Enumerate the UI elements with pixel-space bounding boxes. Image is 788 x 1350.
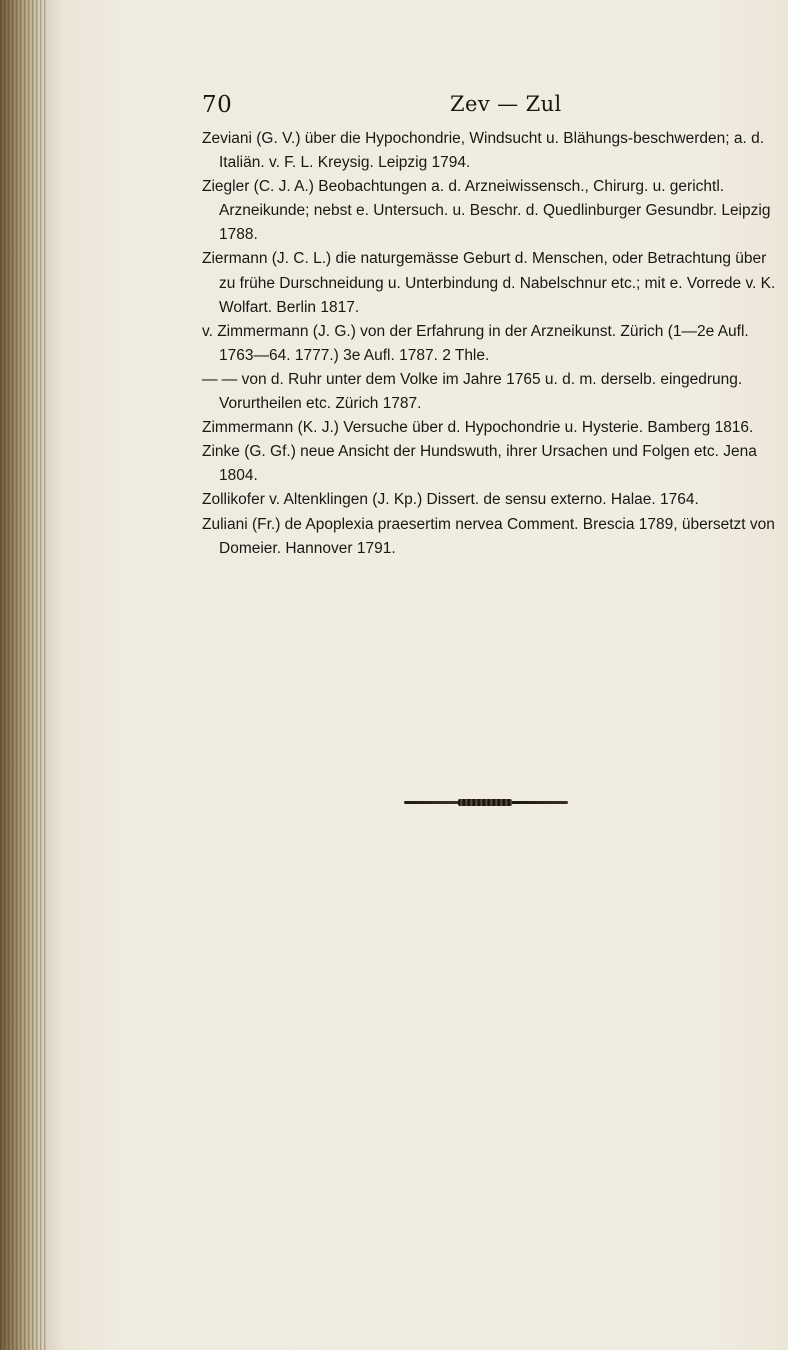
page-gutter-shadow [0,0,46,1350]
page-header [202,92,582,124]
entry-zuliani: Zuliani (Fr.) de Apoplexia praesertim nervea Comment. Brescia 1789, übersetzt von Domeier. Hannover 1791. [202,515,775,557]
entry-ziermann: Ziermann (J. C. L.) die naturgemässe Geburt d. Menschen, oder Betrachtung über zu frühe Durschneidung u. Unterbindung d. Nabelschnur etc.; mit e. Vorrede v. K. Wolfart. Berlin 1817. [202,250,776,316]
ornamental-divider [404,801,568,804]
running-head: Zev — Zul [450,92,562,116]
bibliography-entries [202,127,782,561]
entry-zimmermann-jg: v. Zimmermann (J. G.) von der Erfahrung in der Arzneikunst. Zürich (1—2e Aufl. 1763—64. 1777.) 3e Aufl. 1787. 2 Thle. [202,322,749,364]
entry-ziegler: Ziegler (C. J. A.) Beobachtungen a. d. Arzneiwissensch., Chirurg. u. gerichtl. Arzneikunde; nebst e. Untersuch. u. Beschr. d. Quedlinburger Gesundbr. Leipzig 1788. [202,178,771,244]
entry-zollikofer: Zollikofer v. Altenklingen (J. Kp.) Dissert. de sensu externo. Halae. 1764. [202,491,699,509]
page-number: 70 [202,92,233,118]
entry-zeviani: Zeviani (G. V.) über die Hypochondrie, Windsucht u. Blähungs-beschwerden; a. d. Italiän. v. F. L. Kreysig. Leipzig 1794. [202,130,765,172]
entry-zinke: Zinke (G. Gf.) neue Ansicht der Hundswuth, ihrer Ursachen und Folgen etc. Jena 1804. [202,443,757,485]
entry-zimmermann-ruhr: — — von d. Ruhr unter dem Volke im Jahre 1765 u. d. m. derselb. eingedrung. Vorurtheilen etc. Zürich 1787. [202,370,743,413]
entry-zimmermann-kj: Zimmermann (K. J.) Versuche über d. Hypochondrie u. Hysterie. Bamberg 1816. [202,419,754,437]
